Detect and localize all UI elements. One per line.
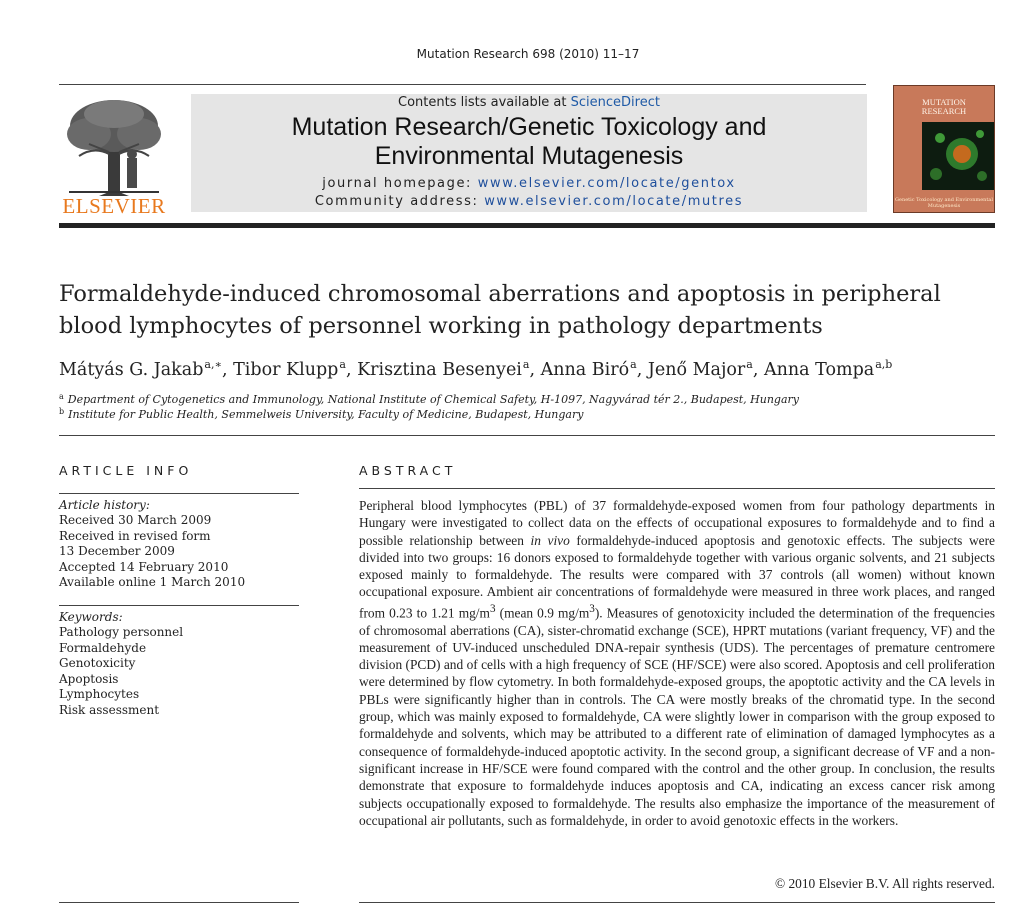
- author-affiliation-mark[interactable]: a: [522, 358, 530, 371]
- community-link[interactable]: www.elsevier.com/locate/mutres: [484, 194, 744, 209]
- header-rule: [59, 84, 866, 85]
- keyword-item[interactable]: Pathology personnel: [59, 625, 184, 639]
- cover-image: [922, 122, 994, 190]
- author-list: Mátyás G. Jakab$^{a,∗}$, Tibor Klupp$^a$, Krisztina Besenyei$^a$, Anna Biró$^a$, Jenő Major$^a$, Anna Tompa$^{a,b}$: [59, 358, 893, 380]
- author-name[interactable]: Tibor Klupp: [233, 360, 339, 380]
- journal-title-line1: Mutation Research/Genetic Toxicology and: [291, 113, 767, 141]
- header-heavy-rule: [59, 223, 995, 228]
- abstract-body: [359, 497, 995, 829]
- author-name[interactable]: Anna Biró: [540, 360, 630, 380]
- affiliation-text: Department of Cytogenetics and Immunology, National Institute of Chemical Safety, H-1097, Nagyvárad tér 2., Budapest, Hungary: [67, 393, 800, 406]
- homepage-link[interactable]: www.elsevier.com/locate/gentox: [477, 176, 736, 191]
- cover-title-line2: RESEARCH: [921, 106, 967, 116]
- keyword-item[interactable]: Risk assessment: [59, 702, 160, 717]
- community-label: Community address:: [314, 194, 485, 209]
- history-item: 13 December 2009: [59, 544, 175, 558]
- author-name[interactable]: Krisztina Besenyei: [357, 360, 522, 380]
- homepage-label: journal homepage:: [322, 176, 478, 191]
- journal-citation: Mutation Research 698 (2010) 11–17: [416, 47, 640, 61]
- author-name[interactable]: Jenő Major: [647, 360, 746, 380]
- affiliation-mark: a: [59, 392, 64, 401]
- abstract-text-3: (mean 0.9 mg/m: [495, 605, 590, 621]
- history-item: Received 30 March 2009: [59, 513, 212, 527]
- author-affiliation-mark[interactable]: a,b: [875, 358, 893, 371]
- contents-prefix: Contents lists available at: [398, 95, 571, 110]
- abstract-italic-term: in vivo: [530, 532, 570, 548]
- author-affiliation-mark[interactable]: a: [339, 358, 346, 371]
- journal-cover-thumbnail[interactable]: [893, 85, 995, 213]
- article-title: Formaldehyde-induced chromosomal aberrations and apoptosis in peripheral blood lymphocytes of personnel working in pathology departments: [59, 281, 941, 339]
- keyword-item[interactable]: Formaldehyde: [59, 640, 147, 655]
- article-info-bottom-rule: [59, 902, 299, 903]
- abstract-bottom-rule: [359, 902, 995, 903]
- article-history-label: Article history:: [59, 498, 150, 512]
- history-item: Accepted 14 February 2010: [59, 559, 229, 574]
- section-rule: [59, 435, 995, 436]
- abstract-superscript: 3: [589, 602, 595, 615]
- journal-homepage-line: [191, 176, 867, 191]
- article-history-list: [59, 513, 299, 591]
- journal-title: [191, 113, 867, 171]
- keyword-item[interactable]: Lymphocytes: [59, 687, 140, 701]
- keywords-label: Keywords:: [59, 610, 123, 624]
- article-info-heading: ARTICLE INFO: [59, 463, 193, 478]
- author-name[interactable]: Anna Tompa: [763, 360, 875, 380]
- affiliation-text: Institute for Public Health, Semmelweis University, Faculty of Medicine, Budapest, Hungary: [68, 408, 584, 421]
- history-item: Available online 1 March 2010: [59, 575, 246, 589]
- keyword-item[interactable]: Apoptosis: [59, 671, 119, 686]
- author-affiliation-mark[interactable]: a,∗: [204, 358, 222, 371]
- keywords-list: [59, 625, 299, 718]
- keywords-rule: [59, 605, 299, 606]
- history-item: Received in revised form: [59, 528, 211, 543]
- sciencedirect-link[interactable]: ScienceDirect: [570, 95, 660, 110]
- author-affiliation-mark[interactable]: a: [746, 358, 753, 371]
- author-affiliation-mark[interactable]: a: [630, 358, 637, 371]
- article-info-rule: [59, 493, 299, 494]
- abstract-heading: ABSTRACT: [359, 463, 457, 478]
- cover-cells-icon: [922, 122, 994, 190]
- affiliation-b: [59, 404, 999, 422]
- affiliation-mark: b: [59, 407, 65, 416]
- author-name[interactable]: Mátyás G. Jakab: [59, 360, 204, 380]
- keyword-item[interactable]: Genotoxicity: [59, 656, 136, 670]
- abstract-text-2: formaldehyde-induced apoptosis and genotoxic effects. The subjects were divided into two groups: 16 donors exposed to formaldehyde together with various organic solvents, and 21 subjects exposed mainly to formaldehyde. The results were compared with 37 controls (all women) without known occupational exposure. Ambient air concentrations of formaldehyde were measured in three work places, and ranged from 0.23 to 1.21 mg/m: [359, 532, 995, 621]
- abstract-text-1: Peripheral blood lymphocytes (PBL) of 37 formaldehyde-exposed women from four pathology departments in Hungary were investigated to collect data on the effects of occupational exposures to formaldehyde and to find a possible relationship between: [359, 498, 995, 548]
- journal-title-line2: Environmental Mutagenesis: [374, 142, 684, 170]
- abstract-superscript: 3: [489, 602, 496, 615]
- abstract-text-4: ). Measures of genotoxicity included the determination of the frequencies of chromosomal aberrations (CA), sister-chromatid exchange (SCE), HPRT mutations (variant frequency, VF) and the measurement of UV-induced unscheduled DNA-repair synthesis (UDS). The percentages of premature centromere division (PCD) and of cells with a high frequency of SCE (HF/SCE) were also scored. Apoptosis and cell proliferation were determined by flow cytometry. In both formaldehyde-exposed groups, the apoptotic activity and the CA levels in PBLs were significantly higher than in controls. The CA were mostly breaks of the chromatid type. In the second group, which was mainly exposed to formaldehyde, CA were slightly lower in comparison with the group exposed to formaldehyde and solvents, which may be attributed to a different rate of elimination of damaged lymphocytes as a consequence of formaldehyde-induced apoptotic activity. In the second group, a significant decrease of VF and a non-significant increase in HF/SCE were found compared with the control and the other group. In conclusion, the results demonstrate that exposure to formaldehyde induces apoptosis and CA, indicating an excess cancer risk among subjects occupationally exposed to formaldehyde. The results also emphasize the importance of the measurement of occupational air pollutants, such as formaldehyde, in order to avoid genotoxic effects in the workers.: [359, 605, 995, 828]
- contents-available-line: [191, 95, 867, 110]
- abstract-rule: [359, 488, 995, 489]
- cover-title-line1: MUTATION: [922, 97, 966, 107]
- copyright-notice: © 2010 Elsevier B.V. All rights reserved.: [774, 876, 995, 891]
- cover-title: [894, 98, 994, 116]
- elsevier-wordmark: ELSEVIER: [62, 194, 166, 218]
- community-address-line: [191, 194, 867, 209]
- cover-subtitle: Genetic Toxicology and Environmental Mutagenesis: [895, 197, 993, 209]
